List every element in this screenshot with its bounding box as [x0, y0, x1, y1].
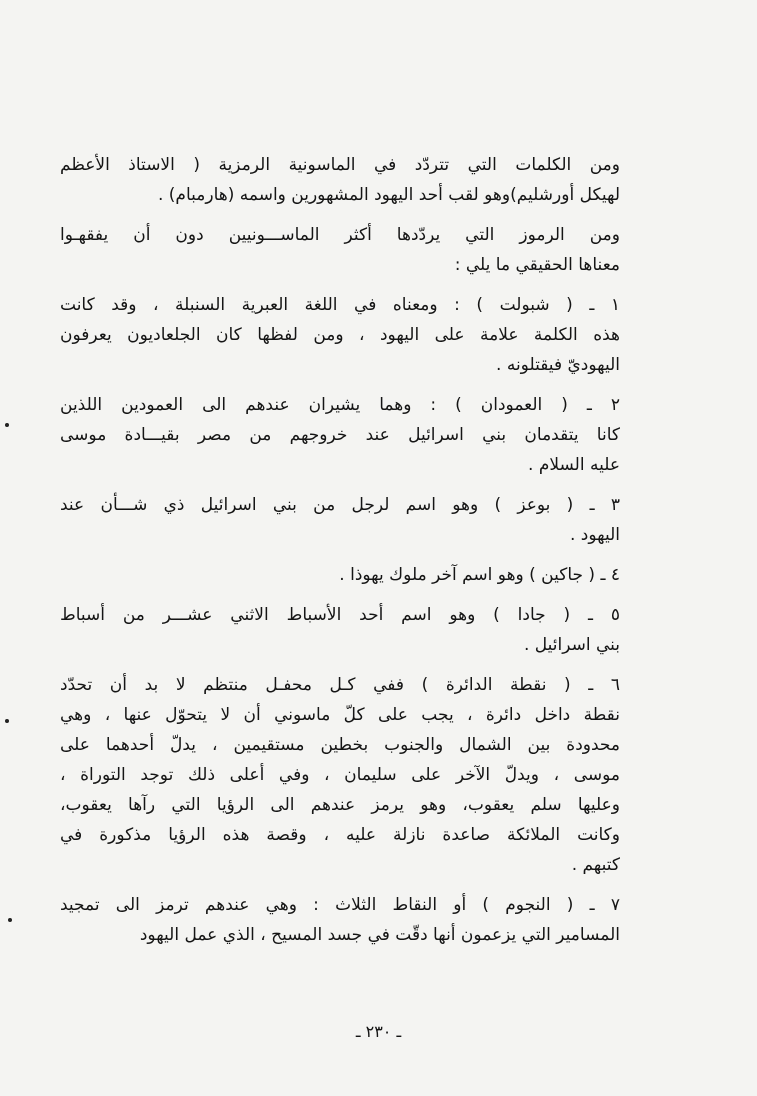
text-line: ومن الكلمات التي تتردّد في الماسونية الرمزية ( الاستاذ الأعظم — [60, 155, 620, 175]
text-line: محدودة بين الشمال والجنوب بخطين مستقيمين ، يدلّ أحدهما على — [60, 735, 620, 755]
text-line: وكانت الملائكة صاعدة نازلة عليه ، وقصة هذه الرؤيا مذكورة في — [60, 825, 620, 845]
paragraph — [60, 670, 620, 880]
text-line: ٧ ـ ( النجوم ) أو النقاط الثلاث : وهي عندهم ترمز الى تمجيد — [60, 895, 620, 915]
text-line: اليهوديّ فيقتلونه . — [496, 355, 620, 375]
paragraph — [60, 490, 620, 550]
paragraph — [60, 390, 620, 480]
margin-dot — [5, 719, 9, 723]
text-line: ومن الرموز التي يردّدها أكثر الماســـونيين دون أن يفقهـوا — [60, 225, 620, 245]
text-line: وعليها سلم يعقوب، وهو يرمز عندهم الى الرؤيا التي رآها يعقوب، — [60, 795, 620, 815]
paragraph — [60, 220, 620, 280]
text-line: ٤ ـ ( جاكين ) وهو اسم آخر ملوك يهوذا . — [339, 565, 620, 585]
paragraph — [60, 600, 620, 660]
body-text — [60, 150, 620, 950]
text-line: ٣ ـ ( بوعز ) وهو اسم لرجل من بني اسرائيل ذي شـــأن عند — [60, 495, 620, 515]
text-line: نقطة داخل دائرة ، يجب على كلّ ماسوني أن لا يتحوّل عنها ، وهي — [60, 705, 620, 725]
text-line: ٥ ـ ( جادا ) وهو اسم أحد الأسباط الاثني عشـــر من أسباط — [60, 605, 620, 625]
text-line: كانا يتقدمان بني اسرائيل عند خروجهم من مصر بقيـــادة موسى — [60, 425, 620, 445]
text-line: ١ ـ ( شبولت ) : ومعناه في اللغة العبرية السنبلة ، وقد كانت — [60, 295, 620, 315]
text-line: المسامير التي يزعمون أنها دقّت في جسد المسيح ، الذي عمل اليهود — [139, 925, 620, 945]
page-number: ـ ٢٣٠ ـ — [355, 1022, 402, 1041]
text-line: لهيكل أورشليم)وهو لقب أحد اليهود المشهورين واسمه (هارمبام) . — [157, 185, 620, 205]
paragraph — [60, 890, 620, 950]
text-line: ٦ ـ ( نقطة الدائرة ) ففي كـل محفـل منتظم لا بد أن تحدّد — [60, 675, 620, 695]
paragraph — [60, 290, 620, 380]
text-line: عليه السلام . — [528, 455, 620, 475]
text-line: معناها الحقيقي ما يلي : — [454, 255, 620, 275]
paragraph — [60, 560, 620, 590]
text-line: اليهود . — [569, 525, 620, 545]
paragraph — [60, 150, 620, 210]
text-line: هذه الكلمة علامة على اليهود ، ومن لفظها كان الجلعاديون يعرفون — [60, 325, 620, 345]
text-line: كتبهم . — [571, 855, 620, 875]
text-line: موسى ، ويدلّ الآخر على سليمان ، وفي أعلى ذلك توجد التوراة ، — [60, 765, 620, 785]
margin-dot — [8, 918, 12, 922]
margin-dot — [5, 423, 9, 427]
text-line: بني اسرائيل . — [523, 635, 620, 655]
text-line: ٢ ـ ( العمودان ) : وهما يشيران عندهم الى العمودين اللذين — [60, 395, 620, 415]
